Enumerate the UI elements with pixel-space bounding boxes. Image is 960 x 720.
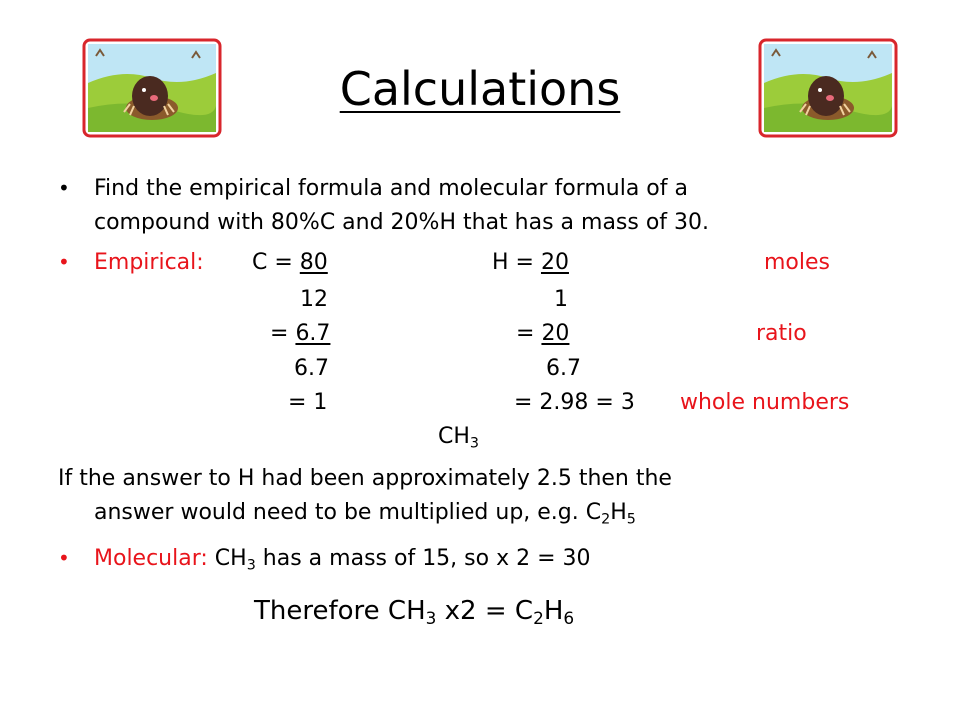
- ratio-label: ratio: [756, 321, 807, 346]
- empirical-formula: $CH_3$: [438, 424, 480, 452]
- carbon-moles: = 6.7: [270, 321, 331, 346]
- carbon-divisor: 6.7: [294, 356, 329, 381]
- carbon-denominator: 12: [300, 287, 328, 312]
- question-line-2: compound with 80%C and 20%H that has a mass of 30.: [94, 210, 710, 235]
- carbon-fraction-top: C = 80: [252, 250, 328, 275]
- hydrogen-percent: 20: [540, 250, 569, 275]
- note-line-1: If the answer to H had been approximately 2.5 then the: [58, 466, 672, 491]
- hydrogen-moles: = 20: [516, 321, 570, 346]
- bullet-2: •: [58, 250, 70, 274]
- hydrogen-divisor: 6.7: [546, 356, 581, 381]
- slide-title: Calculations: [339, 62, 621, 116]
- hydrogen-ratio: = 2.98 = 3: [514, 390, 635, 415]
- carbon-percent: 80: [299, 250, 328, 275]
- hydrogen-denominator: 1: [554, 287, 568, 312]
- whole-numbers-label: whole numbers: [680, 390, 850, 415]
- bullet-1: •: [58, 176, 70, 200]
- molecular-line: Molecular: $CH_3$ has a mass of 15, so x 2 = 30: [94, 546, 591, 574]
- question-line-1: Find the empirical formula and molecular formula of a: [94, 176, 688, 201]
- empirical-label: Empirical:: [94, 250, 204, 275]
- conclusion-line: Therefore $CH_3$ $x2 = C_2H_6$: [254, 596, 575, 629]
- carbon-ratio: = 1: [288, 390, 328, 415]
- molecular-label: Molecular:: [94, 546, 208, 571]
- hydrogen-fraction-top: H = 20: [492, 249, 583, 277]
- moles-label: moles: [764, 250, 830, 275]
- bullet-3: •: [58, 546, 70, 570]
- note-line-2: answer would need to be multiplied up, e.g. $C_2H_5$: [94, 500, 636, 528]
